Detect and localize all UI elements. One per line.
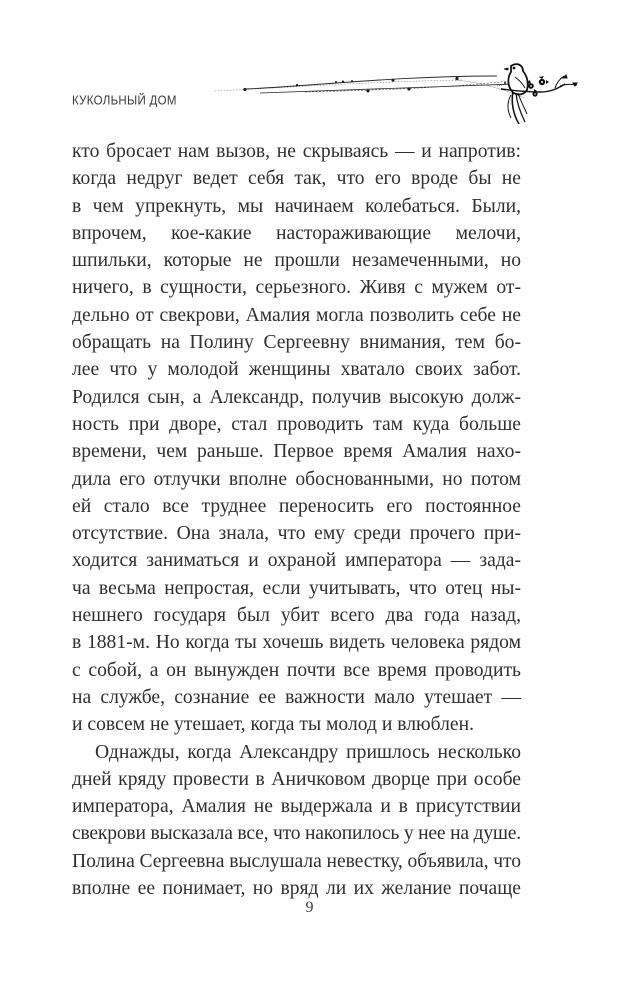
text-line: ходится заниматься и охраной императора — зада- (72, 550, 521, 572)
text-line: с собой, а он вынужден почти все время проводить (72, 659, 521, 681)
body-text (72, 138, 521, 902)
text-line: и совсем не утешает, когда ты молод и влюблен. (72, 714, 474, 736)
text-line: дила его отлучки вполне обоснованными, но потом (72, 468, 521, 490)
text-line: дельно от свекрови, Амалия могла позволить себе не (72, 304, 521, 326)
text-line: когда недруг ведет себя так, что его вроде бы не (72, 168, 521, 190)
paragraph (72, 739, 521, 903)
text-line: впрочем, кое-какие настораживающие мелочи, (72, 222, 521, 244)
flower-icon (527, 76, 549, 97)
page-number: 9 (305, 899, 314, 916)
text-line: в чем упрекнуть, мы начинаем колебаться. Были, (72, 195, 521, 217)
text-line: нешнего государя был убит всего два года назад, (72, 605, 521, 627)
bird-on-branch-ornament-icon (205, 62, 585, 137)
text-line: ча весьма непростая, если учитывать, что отец ны- (72, 577, 521, 599)
text-line: дней кряду провести в Аничковом дворце при особе (72, 768, 521, 790)
text-line: ность при дворе, стал проводить там куда больше (72, 413, 521, 435)
text-line: Полина Сергеевна выслушала невестку, объявила, что (72, 850, 521, 872)
text-line: в 1881-м. Но когда ты хочешь видеть человека рядом (72, 632, 521, 654)
text-line: ничего, в сущности, серьезного. Живя с мужем от- (72, 277, 521, 299)
text-line: ей стало все труднее переносить его постоянное (72, 495, 521, 517)
text-line: свекрови высказала все, что накопилось у нее на душе. (72, 823, 521, 845)
text-line: отсутствие. Она знала, что ему среди прочего при- (72, 523, 521, 545)
text-line: Родился сын, а Александр, получив высокую долж- (72, 386, 521, 408)
text-line: лее что у молодой женщины хватало своих забот. (72, 359, 521, 381)
text-line: императора, Амалия не выдержала и в присутствии (72, 796, 521, 818)
text-line: Однажды, когда Александру пришлось несколько (95, 741, 521, 763)
text-line: обращать на Полину Сергеевну внимания, тем бо- (72, 332, 521, 354)
bird-icon (504, 64, 528, 124)
ornament-lines (215, 76, 525, 98)
text-line: на службе, сознание ее важности мало утешает — (72, 686, 521, 708)
text-line: шпильки, которые не прошли незамеченными, но (72, 250, 521, 272)
paragraph (72, 138, 521, 739)
text-line: времени, чем раньше. Первое время Амалия нахо- (72, 441, 521, 463)
text-line: кто бросает нам вызов, не скрываясь — и напротив: (72, 141, 521, 162)
text-line: вполне ее понимает, но вряд ли их желание почаще (72, 878, 521, 900)
running-head-title: КУКОЛЬНЫЙ ДОМ (72, 94, 177, 108)
